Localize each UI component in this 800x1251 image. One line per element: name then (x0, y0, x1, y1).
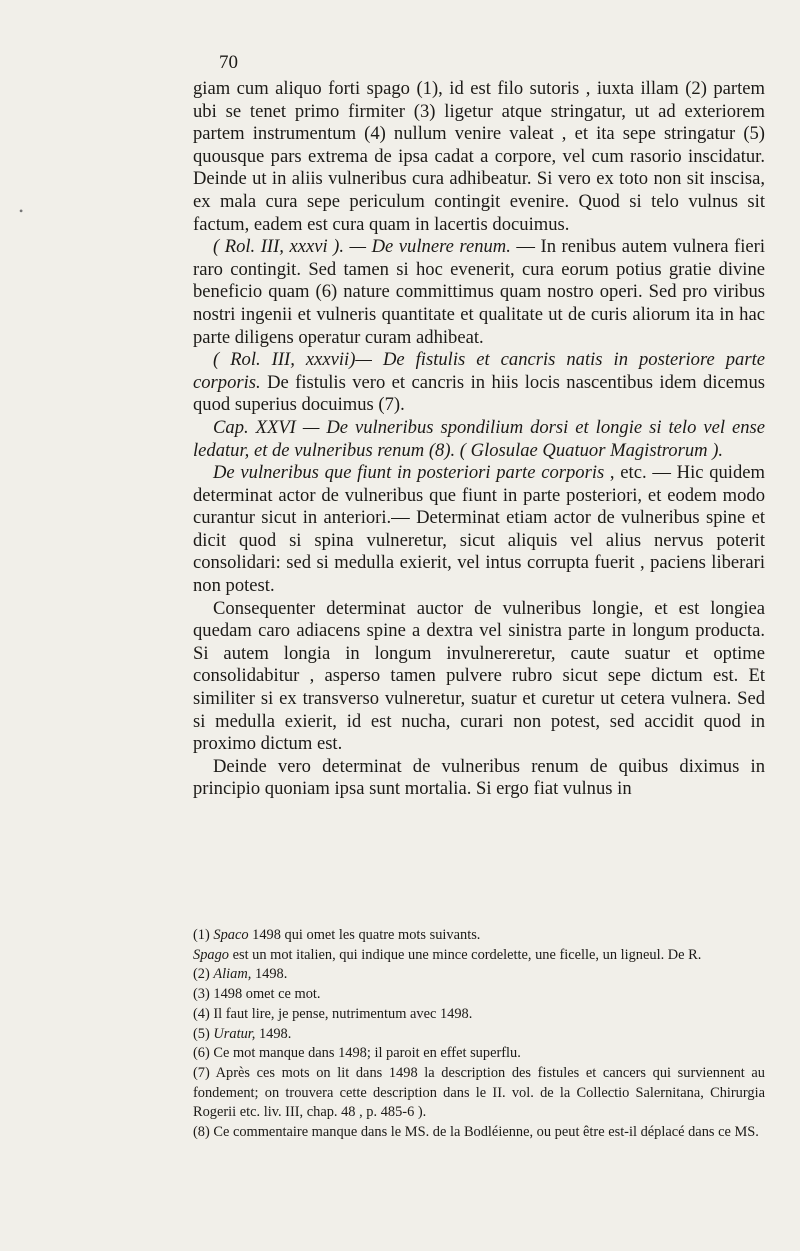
footnote-5 (193, 1025, 765, 1045)
footnote-number: (3) (193, 986, 210, 1003)
paragraph-text: De fistulis vero et cancris in hiis locis nascentibus idem dicemus quod superius docuimus (7). (193, 371, 765, 416)
page-number: 70 (219, 52, 238, 73)
paragraph-1 (193, 78, 765, 236)
footnote-text: Il faut lire, je pense, nutrimentum avec 1498. (209, 1005, 473, 1022)
footnote-italic: Aliam, (213, 966, 252, 983)
footnote-number: (5) (193, 1025, 210, 1042)
rubric-title: — De vulnere renum. (344, 236, 511, 258)
paragraph-5 (193, 462, 765, 598)
footnote-8 (193, 1123, 765, 1143)
footnote-text: Ce commentaire manque dans le MS. de la Bodléienne, ou peut être est-il déplacé dans ce MS. (209, 1124, 759, 1141)
footnote-text: Ce mot manque dans 1498; il paroit en effet superflu. (209, 1045, 521, 1062)
footnotes (193, 926, 765, 1143)
paragraph-text: Deinde vero determinat de vulneribus renum de quibus diximus in principio quoniam ipsa sunt mortalia. Si ergo fiat vulnus in (193, 755, 765, 800)
chapter-heading: Cap. XXVI (213, 416, 296, 438)
rubric-title: — De fistulis et cancris natis in posteriore parte corporis. (193, 349, 765, 393)
paragraph-2 (193, 236, 765, 349)
margin-mark: • (19, 204, 24, 218)
paragraph-6 (193, 598, 765, 756)
rubric-reference: ( Rol. III, xxxvi ). (213, 236, 345, 258)
paragraph-text: — In renibus autem vulnera fieri raro contingit. Sed tamen si hoc evenerit, cura eorum potius gratie divine beneficio quam (6) nature committimus quam nostro operi. Sed pro viribus nostri ingenii et vulneris quantitate et qualitate ut de curis aliorum ita in hac parte diligens operatur curam adhibeat. (193, 236, 766, 348)
footnote-italic: Spago (193, 946, 229, 963)
footnote-text: 1498. (255, 1025, 292, 1042)
footnote-text: 1498 qui omet les quatre mots suivants. (248, 927, 481, 943)
book-page (193, 52, 766, 1141)
footnote-4 (193, 1005, 765, 1025)
rubric-reference: ( Rol. III, xxxvii) (213, 349, 356, 371)
footnote-6 (193, 1044, 765, 1064)
footnote-1-cont (193, 946, 765, 966)
footnote-text: est un mot italien, qui indique une mince cordelette, une ficelle, un ligneul. De R. (228, 946, 702, 963)
lemma: De vulneribus que fiunt in posteriori parte corporis (213, 462, 605, 484)
paragraph-text: Consequenter determinat auctor de vulneribus longie, et est longiea quedam caro adiacens spine a dextra vel sinistra parte in longum producta. Si autem longia in longum invulnereretur, caute suatur et optime consolidabitur , asperso tamen pulvere rubro sicut sepe dictum est. Et similiter si ex transverso vulneretur, suatur et curetur ut cetera vulnera. Sed si medulla exierit, id est nucha, curari non potest, sed accidit quod in proximo dictum est. (193, 597, 765, 755)
footnote-2 (193, 965, 765, 985)
footnote-1 (193, 926, 765, 946)
footnote-number: (1) (193, 927, 210, 943)
footnote-text: Après ces mots on lit dans 1498 la description des fistules et cancers qui surviennent au fondement; on trouvera cette description dans le II. vol. de la Collectio Salernitana, Chirurgia Rogerii etc. liv. III, chap. 48 , p. 485-6 ). (193, 1064, 765, 1121)
footnote-text: 1498 omet ce mot. (209, 986, 321, 1003)
paragraph-4 (193, 417, 765, 462)
footnote-number: (2) (193, 966, 210, 983)
paragraph-text: , etc. — Hic quidem determinat actor de vulneribus que fiunt in parte posteriori, et eodem modo curantur sicut in anteriori.— Determinat etiam actor de vulneribus spine et dicit quod si spina vulneretur, sicut aliquis vel alius nervus poterit consolidari: sed si medulla exierit, vel intus corrupta fuerit , paciens liberari non potest. (193, 462, 765, 597)
footnote-3 (193, 985, 765, 1005)
chapter-title: — De vulneribus spondilium dorsi et longie si telo vel ense ledatur, et de vulneribus renum (8). ( Glosulae Quatuor Magistrorum ). (193, 416, 766, 461)
paragraph-3 (193, 349, 765, 417)
main-text (193, 78, 765, 801)
footnote-text: 1498. (251, 966, 288, 983)
footnote-7 (193, 1064, 765, 1123)
paragraph-text: giam cum aliquo forti spago (1), id est filo sutoris , iuxta illam (2) partem ubi se tenet primo firmiter (3) ligetur atque stringatur, ut ad exteriorem partem instrumentum (4) nullum venire valeat , et ita sepe stringatur (5) quousque pars extrema de ipsa cadat a corpore, vel cum rasorio inscidatur. Deinde ut in aliis vulneribus cura adhibeatur. Si vero ex toto non sit inscisa, ex mala cura sepe periculum contingit evenire. Quod si telo vulnus sit factum, eadem est cura quam in lacertis docuimus. (193, 78, 765, 235)
footnote-number: (4) (193, 1005, 210, 1022)
footnote-number: (6) (193, 1045, 210, 1062)
footnote-number: (8) (193, 1124, 210, 1141)
footnote-number: (7) (193, 1064, 210, 1081)
footnote-italic: Uratur, (213, 1025, 256, 1042)
footnote-italic: Spaco (213, 927, 249, 943)
paragraph-7 (193, 756, 765, 801)
